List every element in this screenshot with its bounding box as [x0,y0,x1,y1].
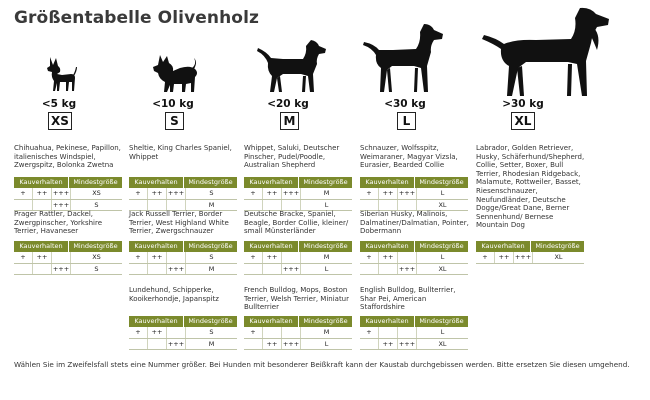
chew-cell [244,339,263,350]
chew-cell: + [244,327,263,338]
table-header-size: Mindestgröße [419,317,464,325]
size-cell: XS [92,253,101,261]
table-header-size: Mindestgröße [73,178,118,186]
table-row [129,339,237,351]
size-cell: XL [554,253,563,261]
chew-cell [379,200,398,211]
breed-list: Chihuahua, Pekinese, Papillon, italienisches Windspiel, Zwergspitz, Bolonka Zwetna [14,144,121,170]
chew-cell: +++ [398,339,416,348]
size-cell: M [323,253,330,261]
size-table [14,241,122,275]
breed-list: Lundehund, Schipperke, Kooikerhondje, Japanspitz [129,286,219,303]
breed-list: French Bulldog, Mops, Boston Terrier, Welsh Terrier, Miniatur Bullterrier [244,286,349,312]
chew-cell [398,252,417,263]
size-cell: M [323,189,330,197]
chew-cell: ++ [33,252,52,263]
table-header-size: Mindestgröße [303,178,348,186]
chew-cell [282,200,301,211]
size-cell: L [440,189,445,197]
chew-cell: ++ [263,252,282,263]
table-header-size: Mindestgröße [303,317,348,325]
dog-xl-icon [476,6,616,98]
chew-cell [244,264,263,275]
size-cell: XL [438,339,447,348]
chew-cell [148,264,167,275]
chew-cell [282,327,301,338]
chew-cell: ++ [148,252,167,263]
table-row [14,264,122,276]
table-row [360,339,468,351]
table-header-chew: Kauverhalten [360,177,415,188]
size-cell: S [209,328,214,336]
chew-cell: +++ [282,264,300,273]
chew-cell [398,200,417,211]
page-title: Größentabelle Olivenholz [14,8,259,28]
chew-cell: ++ [379,252,398,263]
chew-cell [148,200,167,211]
size-table [360,241,468,275]
size-cell: M [208,339,215,348]
table-header-chew: Kauverhalten [360,316,415,327]
chew-cell: + [129,188,148,199]
size-badge-xs: XS [48,112,72,130]
chew-cell [167,327,186,338]
table-row [360,188,468,200]
size-cell: L [324,264,329,273]
size-cell: S [209,253,214,261]
breed-list: Siberian Husky, Malinois, Dalmatiner/Dalmatian, Pointer, Dobermann [360,210,469,236]
size-cell: XS [92,189,101,197]
table-header-size: Mindestgröße [419,178,464,186]
size-table [244,316,352,350]
breed-list: Prager Rattler, Dackel, Zwergpinscher, Yorkshire Terrier, Havaneser [14,210,103,236]
table-header-chew: Kauverhalten [14,241,69,252]
chew-cell [282,252,301,263]
size-table [476,241,584,264]
table-header-chew: Kauverhalten [14,177,69,188]
chew-cell: +++ [398,264,416,273]
breed-list: Schnauzer, Wolfsspitz, Weimaraner, Magyar Vizsla, Eurasier, Bearded Collie [360,144,458,170]
table-row [14,188,122,200]
chew-cell: +++ [282,189,300,197]
chew-cell [33,200,52,211]
table-header-size: Mindestgröße [73,242,118,250]
breed-list: Whippet, Saluki, Deutscher Pinscher, Pudel/Poodle, Australian Shepherd [244,144,340,170]
chew-cell: + [476,252,495,263]
chew-cell: ++ [495,252,514,263]
breed-list: Jack Russell Terrier, Border Terrier, West Highland White Terrier, Zwergschnauzer [129,210,229,236]
table-header-chew: Kauverhalten [244,316,299,327]
chew-cell: +++ [52,200,70,209]
table-row [129,188,237,200]
chew-cell: + [129,252,148,263]
table-row [129,252,237,264]
chew-cell [167,252,186,263]
table-row [360,252,468,264]
chew-cell: +++ [282,339,300,348]
table-header-size: Mindestgröße [188,178,233,186]
size-table [129,177,237,211]
table-header-size: Mindestgröße [535,242,580,250]
chew-cell [379,327,398,338]
breed-list: Labrador, Golden Retriever, Husky, Schäferhund/Shepherd, Collie, Setter, Boxer, Bull Terrier, Rhodesian Ridgeback, Malamute, Rottweiler, Basset, Riesenschnauzer, Neufundländer, Deutsche Dogge/Great Dane, Berner Sennenhund/ Bernese Mountain Dog [476,144,585,230]
size-cell: S [94,200,99,209]
chew-cell [263,264,282,275]
chew-cell: +++ [167,264,185,273]
size-cell: M [208,200,215,209]
size-table [360,177,468,211]
table-row [244,264,352,276]
table-row [244,188,352,200]
chew-cell [14,200,33,211]
table-row [129,264,237,276]
chew-cell [148,339,167,350]
chew-cell [360,339,379,350]
chew-cell [263,327,282,338]
table-header-chew: Kauverhalten [129,241,184,252]
table-row [476,252,584,264]
size-cell: S [209,189,214,197]
chew-cell: ++ [33,188,52,199]
size-table [129,316,237,350]
chew-cell [14,264,33,275]
chew-cell: ++ [263,339,282,350]
table-header-chew: Kauverhalten [476,241,531,252]
chew-cell: ++ [148,188,167,199]
table-header-size: Mindestgröße [419,242,464,250]
chew-cell: + [244,188,263,199]
chew-cell: + [360,188,379,199]
table-header-chew: Kauverhalten [244,177,299,188]
size-cell: S [94,264,99,273]
footer-note: Wählen Sie im Zweifelsfall stets eine Nummer größer. Bei Hunden mit besonderer Beißkraft kann der Kaustab durchgebissen werden. Bitte ersetzen Sie diesen umgehend. [14,360,630,369]
dog-m-icon [253,38,333,94]
size-badge-s: S [165,112,184,130]
chew-cell: ++ [379,339,398,350]
chew-cell [129,264,148,275]
breed-list: Deutsche Bracke, Spaniel, Beagle, Border Collie, kleiner/ small Münsterländer [244,210,349,236]
chew-cell: +++ [167,189,185,197]
chew-cell [33,264,52,275]
size-cell: M [323,328,330,336]
weight-xs: <5 kg [41,98,77,110]
chew-cell [360,264,379,275]
chew-cell [129,200,148,211]
table-header-size: Mindestgröße [188,317,233,325]
table-header-chew: Kauverhalten [360,241,415,252]
table-row [244,252,352,264]
table-row [129,327,237,339]
table-header-size: Mindestgröße [303,242,348,250]
chew-cell: + [244,252,263,263]
chew-cell: +++ [398,189,416,197]
chew-cell: ++ [263,188,282,199]
chew-cell [263,200,282,211]
size-table [244,241,352,275]
size-cell: L [440,253,445,261]
chew-cell [398,327,417,338]
chew-cell: ++ [379,188,398,199]
weight-m: <20 kg [267,98,309,110]
chew-cell: +++ [167,339,185,348]
chew-cell [52,252,71,263]
size-table [129,241,237,275]
size-cell: L [324,339,329,348]
size-badge-m: M [280,112,299,130]
chew-cell: + [360,327,379,338]
size-cell: XL [438,264,447,273]
table-header-size: Mindestgröße [188,242,233,250]
size-badge-l: L [397,112,416,130]
chew-cell: +++ [52,264,70,273]
table-row [360,264,468,276]
size-table [244,177,352,211]
table-row [244,339,352,351]
size-cell: M [208,264,215,273]
chew-cell: +++ [52,189,70,197]
chew-cell: ++ [148,327,167,338]
chew-cell [360,200,379,211]
chew-cell: + [14,188,33,199]
chew-cell: + [360,252,379,263]
size-cell: L [324,200,329,209]
weight-s: <10 kg [152,98,194,110]
size-cell: L [440,328,445,336]
dog-s-icon [150,52,200,94]
chew-cell: + [129,327,148,338]
dog-l-icon [360,22,450,94]
table-row [14,252,122,264]
breed-list: Sheltie, King Charles Spaniel, Whippet [129,144,232,161]
chew-cell [379,264,398,275]
table-header-chew: Kauverhalten [129,177,184,188]
table-row [360,327,468,339]
size-cell: XL [438,200,447,209]
chew-cell: + [14,252,33,263]
breed-list: English Bulldog, Bullterrier, Shar Pei, American Staffordshire [360,286,456,312]
size-badge-xl: XL [511,112,535,130]
weight-xl: >30 kg [502,98,544,110]
size-table [360,316,468,350]
dog-xs-icon [44,55,78,93]
table-header-chew: Kauverhalten [244,241,299,252]
weight-l: <30 kg [384,98,426,110]
table-header-chew: Kauverhalten [129,316,184,327]
chew-cell [129,339,148,350]
size-table [14,177,122,211]
chew-cell: +++ [514,253,532,261]
chew-cell [244,200,263,211]
table-row [244,327,352,339]
chew-cell [167,200,186,211]
